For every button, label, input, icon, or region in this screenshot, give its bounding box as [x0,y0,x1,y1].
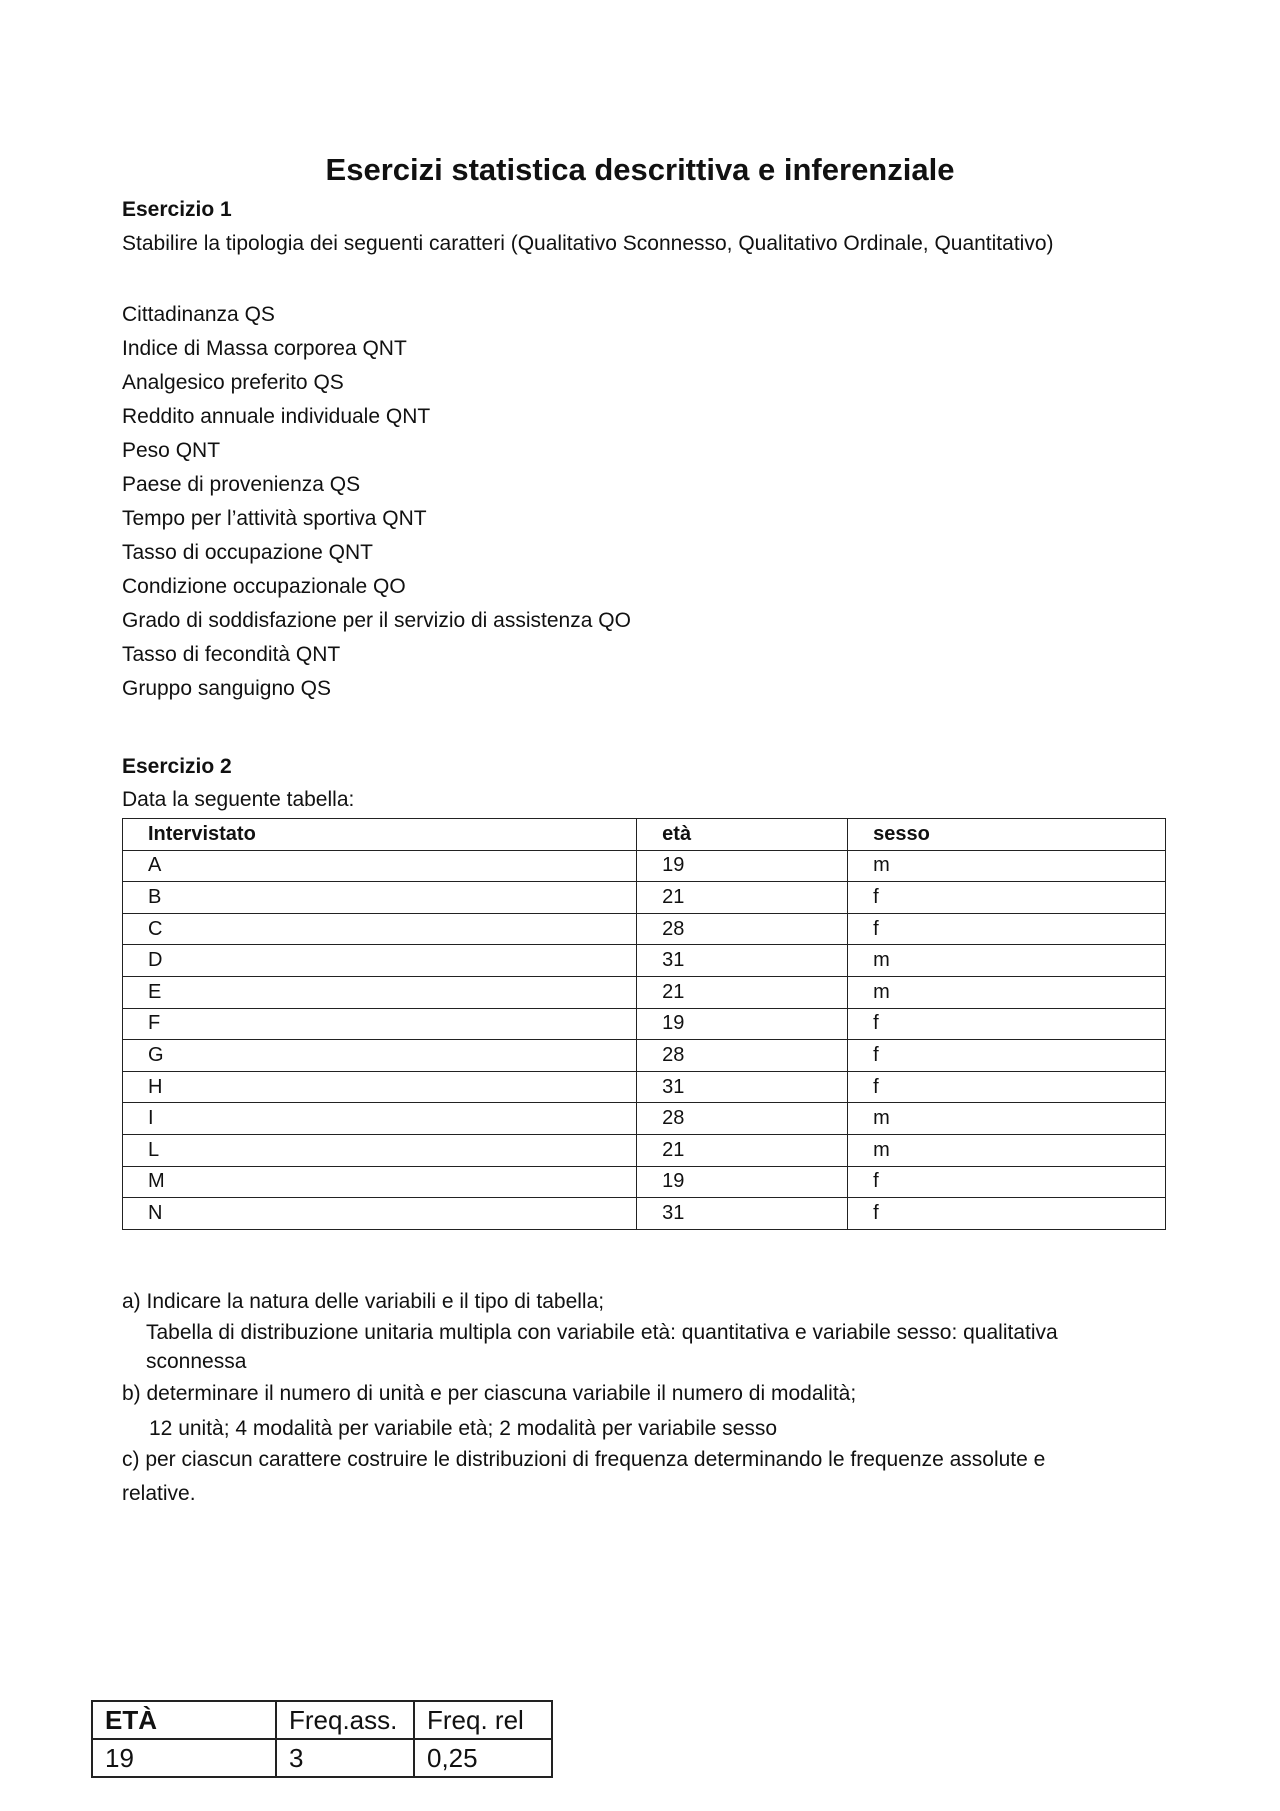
table-cell: 19 [637,1166,848,1198]
table-cell: F [123,1008,637,1040]
characteristics-list [122,298,631,706]
list-item: Analgesico preferito QS [122,371,344,394]
exercise1-instruction: Stabilire la tipologia dei seguenti caratteri (Qualitativo Sconnesso, Qualitativo Ordinale, Quantitativo) [122,232,1054,255]
table-cell: H [123,1071,637,1103]
table-cell: f [848,882,1166,914]
exercise2-heading: Esercizio 2 [122,755,232,778]
question-c-line2: relative. [122,1482,196,1505]
table-cell: 19 [637,850,848,882]
list-item: Condizione occupazionale QO [122,575,406,598]
table-row [123,1008,1166,1040]
table-cell: 31 [637,1071,848,1103]
table-row [123,1040,1166,1072]
list-item: Gruppo sanguigno QS [122,677,331,700]
table-cell: E [123,976,637,1008]
table-cell: 28 [637,1040,848,1072]
frequency-table [91,1700,553,1778]
table-cell: f [848,1071,1166,1103]
table-cell: G [123,1040,637,1072]
respondents-table [122,818,1166,1230]
table-cell: 3 [276,1739,414,1777]
question-c-line1: c) per ciascun carattere costruire le distribuzioni di frequenza determinando le frequenze assolute e [122,1448,1046,1471]
table-cell: L [123,1134,637,1166]
list-item: Tasso di occupazione QNT [122,541,373,564]
table-cell: B [123,882,637,914]
column-header: Intervistato [123,819,637,851]
column-header: età [637,819,848,851]
table-cell: m [848,850,1166,882]
table-cell: f [848,1008,1166,1040]
table-row [123,850,1166,882]
table-cell: 28 [637,913,848,945]
column-header: sesso [848,819,1166,851]
table-cell: C [123,913,637,945]
table-row [123,1103,1166,1135]
table-cell: 31 [637,945,848,977]
table-header-row [123,819,1166,851]
table-cell: M [123,1166,637,1198]
list-item: Tasso di fecondità QNT [122,643,341,666]
column-header: Freq.ass. [276,1701,414,1739]
table-row [123,913,1166,945]
table-cell: 21 [637,1134,848,1166]
table-row [92,1739,552,1777]
list-item: Peso QNT [122,439,221,462]
table-cell: m [848,1134,1166,1166]
table-cell: N [123,1198,637,1230]
table-cell: 28 [637,1103,848,1135]
table-row [123,1198,1166,1230]
exercise1-heading: Esercizio 1 [122,198,232,221]
table-row [123,1071,1166,1103]
table-cell: f [848,1040,1166,1072]
table-row [123,945,1166,977]
list-item: Grado di soddisfazione per il servizio di assistenza QO [122,609,631,632]
table-header-row [92,1701,552,1739]
table-cell: A [123,850,637,882]
table-cell: f [848,1198,1166,1230]
list-item: Tempo per l’attività sportiva QNT [122,507,427,530]
table-cell: m [848,1103,1166,1135]
list-item: Paese di provenienza QS [122,473,361,496]
table-row [123,976,1166,1008]
list-item: Cittadinanza QS [122,303,275,326]
answer-b: 12 unità; 4 modalità per variabile età; 2 modalità per variabile sesso [149,1417,778,1440]
table-cell: m [848,976,1166,1008]
table-row [123,1134,1166,1166]
table-row [123,882,1166,914]
table-cell: 21 [637,976,848,1008]
table-cell: D [123,945,637,977]
table-cell: 0,25 [414,1739,552,1777]
table-cell: 31 [637,1198,848,1230]
column-header: Freq. rel [414,1701,552,1739]
list-item: Reddito annuale individuale QNT [122,405,431,428]
table-cell: 21 [637,882,848,914]
answer-a: Tabella di distribuzione unitaria multipla con variabile età: quantitativa e variabile sesso: qualitativa sconnessa [146,1321,1058,1373]
column-header: ETÀ [92,1701,276,1739]
table-cell: f [848,1166,1166,1198]
table-row [123,1166,1166,1198]
question-b: b) determinare il numero di unità e per ciascuna variabile il numero di modalità; [122,1382,857,1405]
table-cell: I [123,1103,637,1135]
exercise2-intro: Data la seguente tabella: [122,788,355,811]
table-cell: f [848,913,1166,945]
table-cell: 19 [92,1739,276,1777]
table-cell: m [848,945,1166,977]
list-item: Indice di Massa corporea QNT [122,337,407,360]
page-title: Esercizi statistica descrittiva e inferenziale [325,152,955,187]
question-a: a) Indicare la natura delle variabili e il tipo di tabella; [122,1290,605,1313]
table-cell: 19 [637,1008,848,1040]
